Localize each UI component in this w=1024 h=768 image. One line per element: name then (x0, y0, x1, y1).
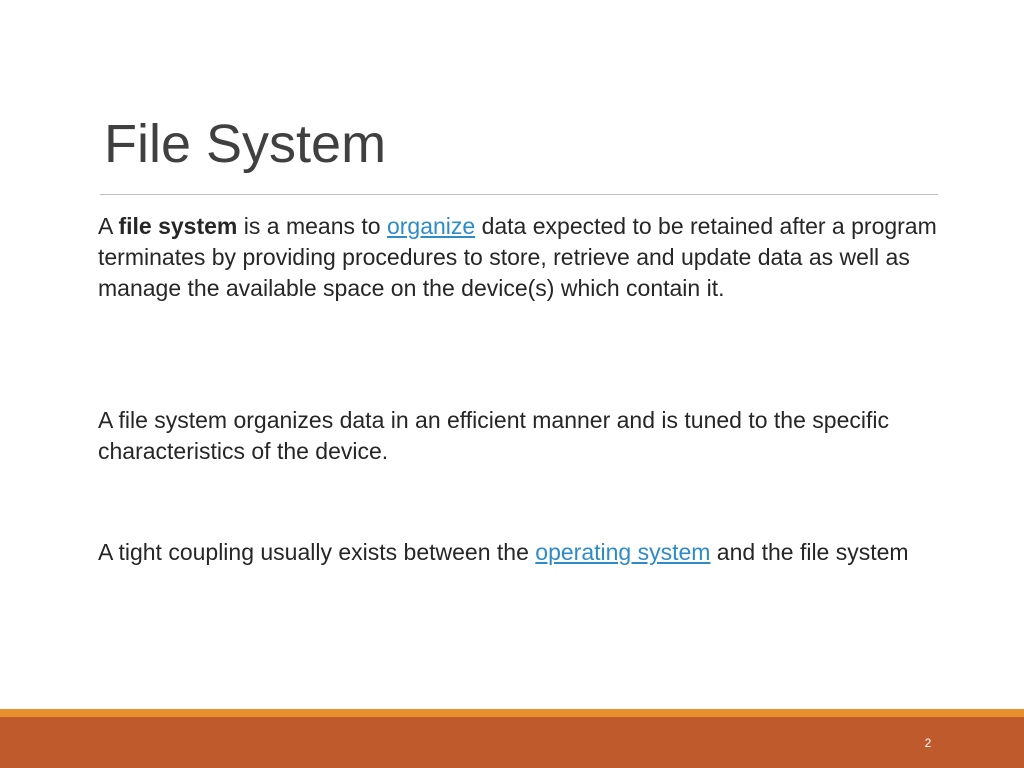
paragraph-definition (98, 211, 944, 304)
footer-bar (0, 717, 1024, 768)
organize-link[interactable]: organize (386, 213, 476, 239)
page-number: 2 (924, 736, 932, 750)
title-divider (100, 194, 938, 195)
paragraph-definition-rest: data expected to be retained after a program terminates by providing procedures to store, retrieve and update data as well as manage the available space on the device(s) which contain it. (98, 213, 937, 301)
bold-term-file-system: file system (118, 213, 238, 239)
slide-title: File System (104, 114, 387, 174)
paragraph-coupling-lead: A tight coupling usually exists between the (98, 539, 536, 565)
paragraph-definition-lead: A (98, 213, 119, 239)
paragraph-efficiency: A file system organizes data in an efficient manner and is tuned to the specific characteristics of the device. (98, 407, 889, 464)
footer-accent-stripe (0, 709, 1024, 717)
paragraph-coupling-rest: and the file system (710, 539, 909, 565)
operating-system-link[interactable]: operating system (535, 539, 711, 565)
paragraph-coupling (98, 537, 944, 568)
paragraph-definition-middle: is a means to (237, 213, 387, 239)
